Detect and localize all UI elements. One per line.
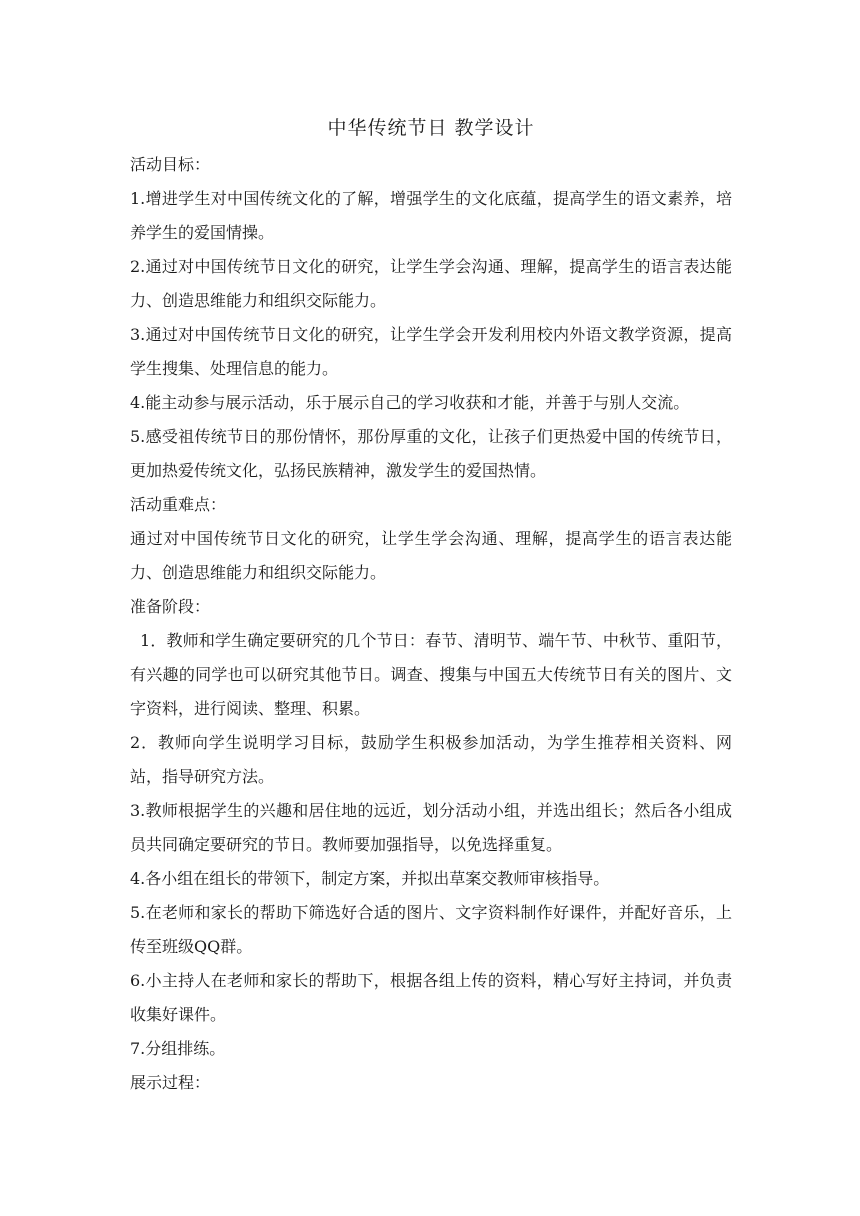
objective-item-2: 2.通过对中国传统节日文化的研究，让学生学会沟通、理解，提高学生的语言表达能力、创造思维能力和组织交际能力。	[130, 257, 732, 310]
keypoints-text: 通过对中国传统节日文化的研究，让学生学会沟通、理解，提高学生的语言表达能力、创造思维能力和组织交际能力。	[130, 529, 732, 582]
preparation-item-7: 7.分组排练。	[130, 1039, 226, 1058]
keypoints-heading: 活动重难点：	[130, 495, 227, 514]
objective-item-4: 4.能主动参与展示活动，乐于展示自己的学习收获和才能，并善于与别人交流。	[130, 393, 690, 412]
preparation-heading: 准备阶段：	[130, 597, 211, 616]
objective-item-1: 1.增进学生对中国传统文化的了解，增强学生的文化底蕴，提高学生的语文素养，培养学生的爱国情操。	[130, 189, 732, 242]
document-body	[130, 112, 732, 1100]
document-title: 中华传统节日 教学设计	[327, 117, 535, 139]
preparation-item-2: 2．教师向学生说明学习目标，鼓励学生积极参加活动，为学生推荐相关资料、网站，指导研究方法。	[130, 733, 732, 786]
process-heading: 展示过程：	[130, 1073, 211, 1092]
preparation-item-3: 3.教师根据学生的兴趣和居住地的远近，划分活动小组，并选出组长；然后各小组成员共同确定要研究的节日。教师要加强指导，以免选择重复。	[130, 801, 732, 854]
objective-item-5: 5.感受祖传统节日的那份情怀，那份厚重的文化，让孩子们更热爱中国的传统节日，更加热爱传统文化，弘扬民族精神，激发学生的爱国热情。	[130, 427, 732, 480]
objectives-heading: 活动目标：	[130, 155, 211, 174]
preparation-item-4: 4.各小组在组长的带领下，制定方案，并拟出草案交教师审核指导。	[130, 869, 610, 888]
preparation-item-1: 1．教师和学生确定要研究的几个节日：春节、清明节、端午节、中秋节、重阳节，有兴趣的同学也可以研究其他节日。调查、搜集与中国五大传统节日有关的图片、文字资料，进行阅读、整理、积累。	[130, 631, 732, 718]
objective-item-3: 3.通过对中国传统节日文化的研究，让学生学会开发利用校内外语文教学资源，提高学生搜集、处理信息的能力。	[130, 325, 732, 378]
preparation-item-6: 6.小主持人在老师和家长的帮助下，根据各组上传的资料，精心写好主持词，并负责收集好课件。	[130, 971, 732, 1024]
preparation-item-5: 5.在老师和家长的帮助下筛选好合适的图片、文字资料制作好课件，并配好音乐，上传至班级QQ群。	[130, 903, 732, 956]
